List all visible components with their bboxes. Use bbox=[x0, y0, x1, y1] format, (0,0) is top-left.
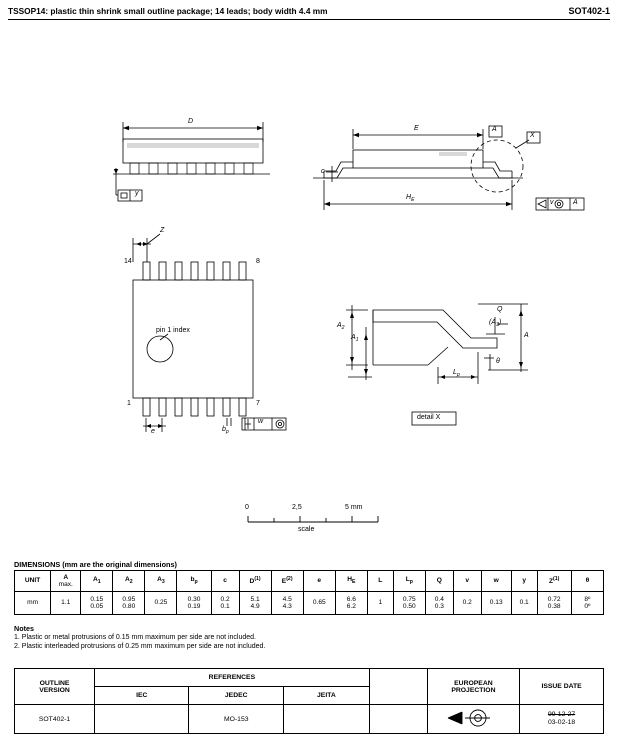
cell-A1: 0.15 0.05 bbox=[81, 592, 113, 615]
col-A3: $A_3$ bbox=[145, 571, 177, 592]
references-table bbox=[14, 668, 604, 734]
label-A2: $A_2$ bbox=[337, 322, 345, 331]
label-A1: $A_1$ bbox=[351, 334, 359, 343]
page-header bbox=[8, 6, 610, 16]
page-title: TSSOP14: plastic thin shrink small outline package; 14 leads; body width 4.4 mm bbox=[8, 6, 328, 16]
cell-Lp: 0.75 0.50 bbox=[393, 592, 425, 615]
issue-date-new: 03-02-18 bbox=[547, 719, 576, 726]
col-L: L bbox=[367, 571, 393, 592]
col-Z: $Z^{(1)}$ bbox=[537, 571, 571, 592]
cell-bp: 0.30 0.19 bbox=[177, 592, 211, 615]
header-outline-version: OUTLINE VERSION bbox=[15, 669, 95, 705]
note-item-2: 2. Plastic interleaded protrusions of 0.25 mm maximum per side are not included. bbox=[14, 642, 266, 650]
cell-Q: 0.4 0.3 bbox=[425, 592, 453, 615]
scale-caption: scale bbox=[298, 526, 315, 533]
references-value-row bbox=[15, 705, 604, 734]
scale-tick-0: 0 bbox=[245, 504, 249, 511]
header-rule bbox=[8, 19, 610, 20]
dimensions-value-row bbox=[15, 592, 604, 615]
header-issue-date: ISSUE DATE bbox=[520, 669, 604, 705]
label-E: E bbox=[414, 125, 419, 132]
label-detailX-box: detail X bbox=[417, 414, 441, 421]
notes-heading: Notes bbox=[14, 623, 34, 633]
header-european-projection: EUROPEAN PROJECTION bbox=[427, 669, 520, 705]
label-Lp: $L_p$ bbox=[453, 369, 460, 378]
label-detail-X: X bbox=[530, 132, 535, 139]
col-Q: Q bbox=[425, 571, 453, 592]
cell-w: 0.13 bbox=[481, 592, 511, 615]
header-jedec: JEDEC bbox=[189, 687, 284, 705]
label-pin-8: 8 bbox=[256, 258, 260, 265]
label-bp: $b_p$ bbox=[222, 426, 229, 435]
label-c: c bbox=[321, 168, 325, 175]
label-A: A bbox=[524, 332, 529, 339]
col-y: y bbox=[511, 571, 537, 592]
label-datum-A2: A bbox=[573, 199, 578, 206]
issue-date-old: 99-12-27 bbox=[547, 710, 576, 718]
label-A3: $(A_3)$ bbox=[489, 319, 502, 328]
col-HE: $H_E$ bbox=[335, 571, 367, 592]
cell-iec bbox=[95, 705, 189, 734]
cell-extra bbox=[369, 705, 427, 734]
cell-jeita bbox=[284, 705, 370, 734]
scale-tick-mid: 2,5 bbox=[292, 504, 302, 511]
header-references: REFERENCES bbox=[95, 669, 370, 687]
header-jeita: JEITA bbox=[284, 687, 370, 705]
cell-c: 0.2 0.1 bbox=[211, 592, 239, 615]
col-v: v bbox=[453, 571, 481, 592]
note-item-1: 1. Plastic or metal protrusions of 0.15 mm maximum per side are not included. bbox=[14, 634, 256, 641]
package-code: SOT402-1 bbox=[568, 6, 610, 16]
drawing-svg bbox=[8, 22, 610, 552]
label-w: w bbox=[258, 418, 264, 425]
cell-A-max: 1.1 bbox=[51, 592, 81, 615]
col-E: $E^{(2)}$ bbox=[271, 571, 303, 592]
cell-Z: 0.72 0.38 bbox=[537, 592, 571, 615]
projection-symbol bbox=[427, 705, 520, 734]
col-theta: θ bbox=[571, 571, 603, 592]
package-drawings bbox=[8, 22, 610, 552]
label-Z: Z bbox=[160, 227, 165, 234]
references-header-row-1 bbox=[15, 669, 604, 687]
label-pin-1: 1 bbox=[127, 400, 131, 407]
label-pin1-index: pin 1 index bbox=[156, 327, 190, 334]
col-bp: $b_p$ bbox=[177, 571, 211, 592]
col-A1: $A_1$ bbox=[81, 571, 113, 592]
col-e: e bbox=[303, 571, 335, 592]
label-e: e bbox=[151, 428, 155, 435]
label-Q: Q bbox=[497, 306, 503, 313]
label-datum-A: A bbox=[492, 126, 497, 133]
col-A-max: A max. bbox=[51, 571, 81, 592]
cell-jedec: MO-153 bbox=[189, 705, 284, 734]
cell-A2: 0.95 0.80 bbox=[113, 592, 145, 615]
label-pin-14: 14 bbox=[124, 258, 132, 265]
scale-tick-max: 5 mm bbox=[345, 504, 363, 511]
cell-unit: mm bbox=[15, 592, 51, 615]
dimensions-header-row bbox=[15, 571, 604, 592]
cell-L: 1 bbox=[367, 592, 393, 615]
header-spacer bbox=[369, 669, 427, 705]
col-c: c bbox=[211, 571, 239, 592]
col-Lp: $L_p$ bbox=[393, 571, 425, 592]
cell-y: 0.1 bbox=[511, 592, 537, 615]
dimensions-title: DIMENSIONS (mm are the original dimensions) bbox=[14, 560, 177, 569]
label-v: v bbox=[550, 199, 554, 206]
cell-theta: 8º 0º bbox=[571, 592, 603, 615]
cell-A3: 0.25 bbox=[145, 592, 177, 615]
col-A2: $A_2$ bbox=[113, 571, 145, 592]
col-D: $D^{(1)}$ bbox=[239, 571, 271, 592]
label-theta: θ bbox=[496, 358, 500, 365]
label-y: y bbox=[135, 190, 139, 197]
col-unit: UNIT bbox=[15, 571, 51, 592]
cell-e: 0.65 bbox=[303, 592, 335, 615]
label-D: D bbox=[188, 118, 194, 125]
label-HE: $H_E$ bbox=[406, 194, 415, 203]
cell-E: 4.5 4.3 bbox=[271, 592, 303, 615]
cell-outline-version: SOT402-1 bbox=[15, 705, 95, 734]
label-pin-7: 7 bbox=[256, 400, 260, 407]
cell-issue-date bbox=[520, 705, 604, 734]
header-iec: IEC bbox=[95, 687, 189, 705]
cell-HE: 6.6 6.2 bbox=[335, 592, 367, 615]
cell-D: 5.1 4.9 bbox=[239, 592, 271, 615]
cell-v: 0.2 bbox=[453, 592, 481, 615]
col-w: w bbox=[481, 571, 511, 592]
notes-block bbox=[14, 622, 265, 650]
dimensions-table bbox=[14, 570, 604, 615]
